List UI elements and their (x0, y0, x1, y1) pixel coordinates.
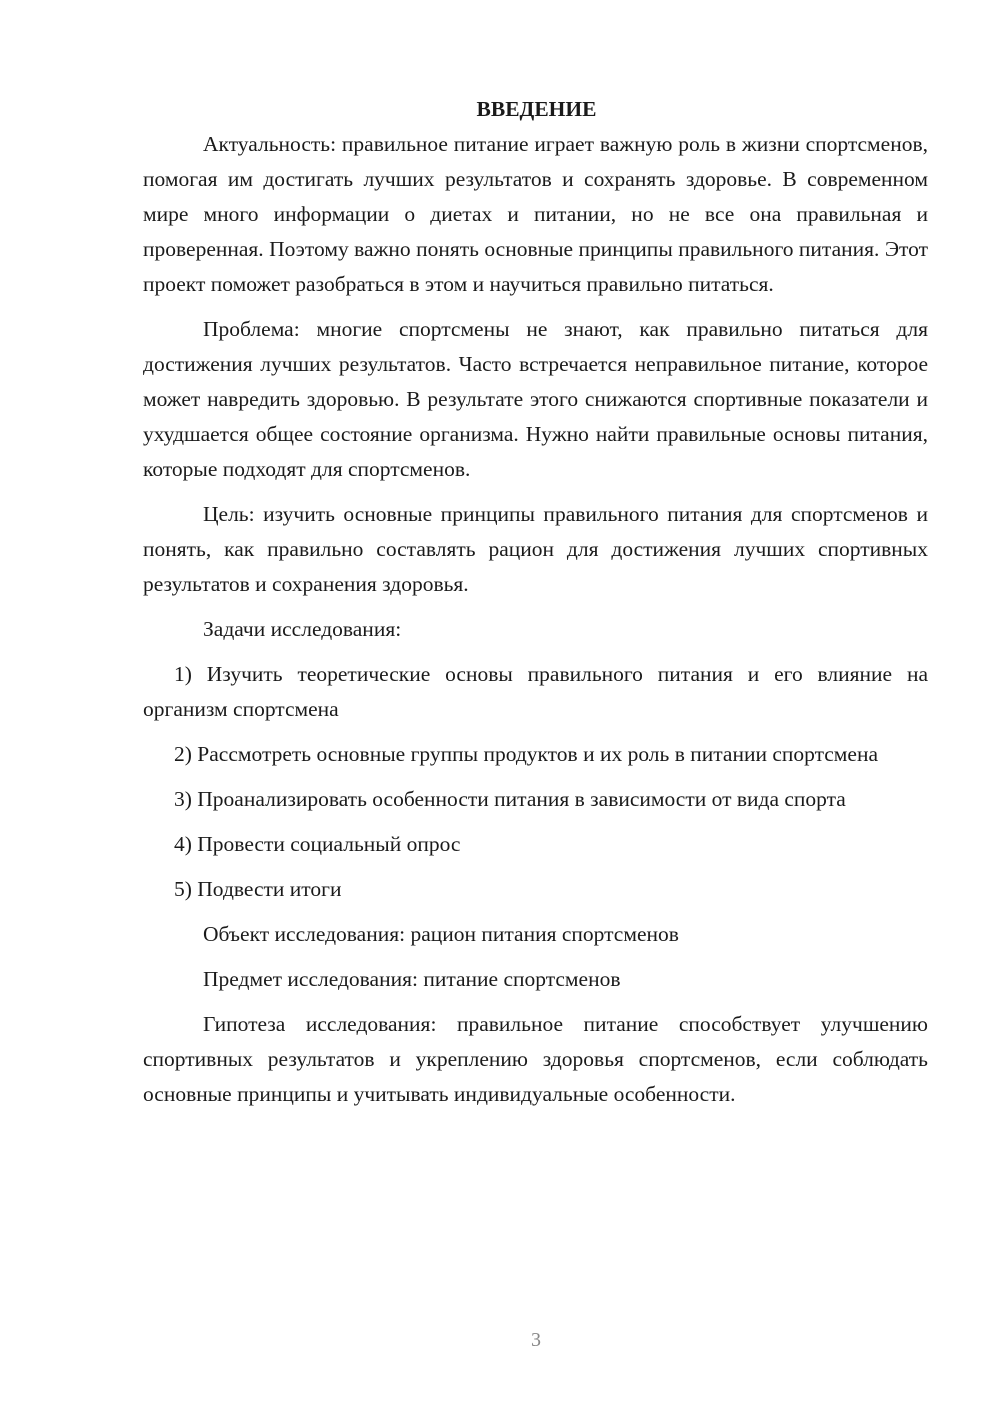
task-item-5: 5) Подвести итоги (174, 877, 342, 901)
task-item-1: 1) Изучить теоретические основы правильного питания и его влияние на организм спортсмена (143, 662, 928, 721)
goal-paragraph: Цель: изучить основные принципы правильного питания для спортсменов и понять, как правильно составлять рацион для достижения лучших спортивных результатов и сохранения здоровья. (143, 502, 928, 596)
tasks-heading: Задачи исследования: (203, 617, 402, 641)
task-item-4: 4) Провести социальный опрос (174, 832, 461, 856)
task-item-3: 3) Проанализировать особенности питания в зависимости от вида спорта (174, 787, 846, 811)
document-body (143, 92, 928, 1112)
hypothesis-paragraph: Гипотеза исследования: правильное питание способствует улучшению спортивных результатов и укреплению здоровья спортсменов, если соблюдать основные принципы и учитывать индивидуальные особенности. (143, 1012, 928, 1106)
page-title: ВВЕДЕНИЕ (476, 97, 597, 121)
research-object: Объект исследования: рацион питания спортсменов (203, 922, 679, 946)
problem-paragraph: Проблема: многие спортсмены не знают, как правильно питаться для достижения лучших результатов. Часто встречается неправильное питание, которое может навредить здоровью. В результате этого снижаются спортивные показатели и ухудшается общее состояние организма. Нужно найти правильные основы питания, которые подходят для спортсменов. (143, 317, 928, 481)
task-item-2: 2) Рассмотреть основные группы продуктов и их роль в питании спортсмена (174, 742, 878, 766)
research-subject: Предмет исследования: питание спортсменов (203, 967, 621, 991)
relevance-paragraph: Актуальность: правильное питание играет важную роль в жизни спортсменов, помогая им достигать лучших результатов и сохранять здоровье. В современном мире много информации о диетах и питании, но не все она правильная и проверенная. Поэтому важно понять основные принципы правильного питания. Этот проект поможет разобраться в этом и научиться правильно питаться. (143, 132, 928, 296)
page-number: 3 (531, 1329, 541, 1351)
